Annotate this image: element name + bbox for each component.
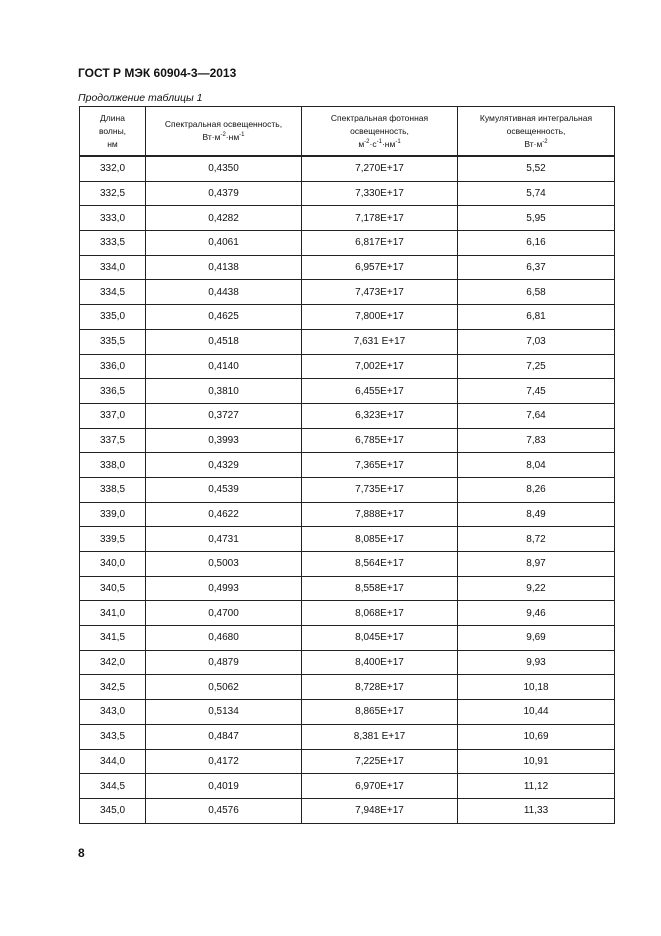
cell-photon-irradiance: 7,800E+17 <box>302 305 458 330</box>
cell-photon-irradiance: 7,888E+17 <box>302 502 458 527</box>
unit-part: ·нм <box>225 132 240 142</box>
cell-photon-irradiance: 8,381 E+17 <box>302 724 458 749</box>
table-row <box>80 700 615 725</box>
header-cumulative-irradiance-line2: освещенность, <box>506 125 566 136</box>
unit-part: ·с <box>369 138 377 149</box>
cell-spectral-irradiance: 0,4622 <box>146 502 302 527</box>
table-row <box>80 552 615 577</box>
table-row <box>80 354 615 379</box>
cell-cumulative-irradiance: 5,95 <box>458 206 615 231</box>
header-spectral-irradiance-unit <box>146 131 301 144</box>
cell-photon-irradiance: 6,957E+17 <box>302 255 458 280</box>
table-row <box>80 403 615 428</box>
cell-cumulative-irradiance: 7,64 <box>458 403 615 428</box>
cell-spectral-irradiance: 0,4438 <box>146 280 302 305</box>
header-wavelength-line1: Длина <box>100 112 125 123</box>
table-row <box>80 280 615 305</box>
cell-wavelength: 337,5 <box>80 428 146 453</box>
cell-photon-irradiance: 8,728E+17 <box>302 675 458 700</box>
cell-spectral-irradiance: 0,5003 <box>146 552 302 577</box>
table-row <box>80 305 615 330</box>
cell-spectral-irradiance: 0,3727 <box>146 403 302 428</box>
header-spectral-irradiance-line1: Спектральная освещенность, <box>164 119 283 129</box>
cell-wavelength: 333,5 <box>80 231 146 256</box>
cell-cumulative-irradiance: 10,44 <box>458 700 615 725</box>
cell-spectral-irradiance: 0,4625 <box>146 305 302 330</box>
cell-cumulative-irradiance: 6,16 <box>458 231 615 256</box>
cell-spectral-irradiance: 0,4879 <box>146 650 302 675</box>
cell-wavelength: 344,0 <box>80 749 146 774</box>
data-table <box>79 106 615 824</box>
cell-spectral-irradiance: 0,4140 <box>146 354 302 379</box>
table-row <box>80 724 615 749</box>
cell-cumulative-irradiance: 7,83 <box>458 428 615 453</box>
cell-photon-irradiance: 6,817E+17 <box>302 231 458 256</box>
cell-cumulative-irradiance: 9,93 <box>458 650 615 675</box>
unit-part: Вт·м <box>524 138 543 149</box>
cell-wavelength: 345,0 <box>80 798 146 823</box>
cell-cumulative-irradiance: 9,69 <box>458 626 615 651</box>
unit-exponent: -2 <box>220 132 226 139</box>
table-header-row <box>80 107 615 157</box>
table-row <box>80 527 615 552</box>
cell-photon-irradiance: 7,631 E+17 <box>302 329 458 354</box>
header-photon-irradiance-unit <box>302 138 457 151</box>
cell-cumulative-irradiance: 7,45 <box>458 379 615 404</box>
cell-photon-irradiance: 7,365E+17 <box>302 453 458 478</box>
cell-wavelength: 340,5 <box>80 576 146 601</box>
cell-cumulative-irradiance: 8,26 <box>458 477 615 502</box>
cell-wavelength: 333,0 <box>80 206 146 231</box>
table-body <box>80 156 615 823</box>
cell-spectral-irradiance: 0,4993 <box>146 576 302 601</box>
cell-photon-irradiance: 7,270E+17 <box>302 156 458 181</box>
table-row <box>80 428 615 453</box>
table-row <box>80 576 615 601</box>
unit-exponent: -2 <box>542 138 548 145</box>
cell-spectral-irradiance: 0,4379 <box>146 181 302 206</box>
cell-wavelength: 341,5 <box>80 626 146 651</box>
cell-spectral-irradiance: 0,5062 <box>146 675 302 700</box>
cell-photon-irradiance: 7,330E+17 <box>302 181 458 206</box>
table-row <box>80 626 615 651</box>
table-row <box>80 477 615 502</box>
cell-photon-irradiance: 8,558E+17 <box>302 576 458 601</box>
unit-exponent: -1 <box>239 132 245 139</box>
cell-spectral-irradiance: 0,5134 <box>146 700 302 725</box>
cell-wavelength: 335,0 <box>80 305 146 330</box>
page-number: 8 <box>78 846 85 860</box>
cell-wavelength: 338,5 <box>80 477 146 502</box>
table-row <box>80 453 615 478</box>
header-wavelength-line2: волны, <box>98 125 127 136</box>
cell-wavelength: 340,0 <box>80 552 146 577</box>
header-wavelength <box>80 107 146 157</box>
cell-cumulative-irradiance: 7,25 <box>458 354 615 379</box>
cell-photon-irradiance: 7,473E+17 <box>302 280 458 305</box>
header-photon-irradiance-line2: освещенность, <box>350 125 409 136</box>
cell-wavelength: 335,5 <box>80 329 146 354</box>
cell-spectral-irradiance: 0,4350 <box>146 156 302 181</box>
cell-cumulative-irradiance: 10,18 <box>458 675 615 700</box>
cell-photon-irradiance: 6,970E+17 <box>302 774 458 799</box>
cell-spectral-irradiance: 0,4329 <box>146 453 302 478</box>
unit-part: м <box>358 138 365 149</box>
cell-wavelength: 342,5 <box>80 675 146 700</box>
cell-wavelength: 344,5 <box>80 774 146 799</box>
cell-cumulative-irradiance: 10,69 <box>458 724 615 749</box>
table-row <box>80 774 615 799</box>
cell-photon-irradiance: 6,455E+17 <box>302 379 458 404</box>
cell-cumulative-irradiance: 10,91 <box>458 749 615 774</box>
cell-spectral-irradiance: 0,4282 <box>146 206 302 231</box>
cell-cumulative-irradiance: 8,49 <box>458 502 615 527</box>
cell-photon-irradiance: 7,002E+17 <box>302 354 458 379</box>
cell-spectral-irradiance: 0,4061 <box>146 231 302 256</box>
cell-wavelength: 343,5 <box>80 724 146 749</box>
cell-wavelength: 336,5 <box>80 379 146 404</box>
table-row <box>80 601 615 626</box>
cell-cumulative-irradiance: 8,04 <box>458 453 615 478</box>
cell-photon-irradiance: 8,865E+17 <box>302 700 458 725</box>
unit-part: Вт·м <box>202 132 221 142</box>
table-row <box>80 206 615 231</box>
unit-exponent: -1 <box>395 138 401 145</box>
header-spectral-irradiance <box>146 107 302 157</box>
cell-cumulative-irradiance: 6,81 <box>458 305 615 330</box>
document-header: ГОСТ Р МЭК 60904-3—2013 <box>78 66 237 80</box>
cell-wavelength: 339,0 <box>80 502 146 527</box>
unit-part: ·нм <box>381 138 396 149</box>
table-row <box>80 379 615 404</box>
header-wavelength-line3: нм <box>107 138 118 149</box>
cell-wavelength: 342,0 <box>80 650 146 675</box>
cell-cumulative-irradiance: 8,97 <box>458 552 615 577</box>
cell-wavelength: 337,0 <box>80 403 146 428</box>
cell-wavelength: 341,0 <box>80 601 146 626</box>
cell-cumulative-irradiance: 5,52 <box>458 156 615 181</box>
table-row <box>80 181 615 206</box>
cell-wavelength: 336,0 <box>80 354 146 379</box>
header-photon-irradiance-line1: Спектральная фотонная <box>330 112 429 123</box>
table-row <box>80 502 615 527</box>
cell-photon-irradiance: 7,948E+17 <box>302 798 458 823</box>
table-row <box>80 675 615 700</box>
cell-photon-irradiance: 8,400E+17 <box>302 650 458 675</box>
cell-wavelength: 332,5 <box>80 181 146 206</box>
cell-cumulative-irradiance: 6,58 <box>458 280 615 305</box>
table-row <box>80 749 615 774</box>
cell-wavelength: 332,0 <box>80 156 146 181</box>
cell-photon-irradiance: 6,323E+17 <box>302 403 458 428</box>
header-photon-irradiance <box>302 107 458 157</box>
header-cumulative-irradiance-line1: Кумулятивная интегральная <box>479 112 593 123</box>
header-cumulative-irradiance <box>458 107 615 157</box>
cell-photon-irradiance: 8,068E+17 <box>302 601 458 626</box>
cell-photon-irradiance: 7,178E+17 <box>302 206 458 231</box>
cell-spectral-irradiance: 0,4539 <box>146 477 302 502</box>
cell-cumulative-irradiance: 5,74 <box>458 181 615 206</box>
cell-cumulative-irradiance: 11,12 <box>458 774 615 799</box>
cell-spectral-irradiance: 0,4576 <box>146 798 302 823</box>
cell-cumulative-irradiance: 8,72 <box>458 527 615 552</box>
unit-exponent: -2 <box>364 138 370 145</box>
cell-wavelength: 339,5 <box>80 527 146 552</box>
cell-spectral-irradiance: 0,4172 <box>146 749 302 774</box>
unit-exponent: -1 <box>376 138 382 145</box>
cell-cumulative-irradiance: 6,37 <box>458 255 615 280</box>
cell-photon-irradiance: 8,085E+17 <box>302 527 458 552</box>
cell-spectral-irradiance: 0,4518 <box>146 329 302 354</box>
cell-cumulative-irradiance: 9,46 <box>458 601 615 626</box>
cell-spectral-irradiance: 0,4700 <box>146 601 302 626</box>
cell-spectral-irradiance: 0,4680 <box>146 626 302 651</box>
cell-spectral-irradiance: 0,4019 <box>146 774 302 799</box>
cell-photon-irradiance: 8,564E+17 <box>302 552 458 577</box>
cell-spectral-irradiance: 0,4731 <box>146 527 302 552</box>
cell-wavelength: 334,0 <box>80 255 146 280</box>
cell-wavelength: 334,5 <box>80 280 146 305</box>
cell-spectral-irradiance: 0,3810 <box>146 379 302 404</box>
cell-spectral-irradiance: 0,3993 <box>146 428 302 453</box>
cell-cumulative-irradiance: 7,03 <box>458 329 615 354</box>
cell-photon-irradiance: 8,045E+17 <box>302 626 458 651</box>
cell-spectral-irradiance: 0,4138 <box>146 255 302 280</box>
cell-photon-irradiance: 6,785E+17 <box>302 428 458 453</box>
cell-spectral-irradiance: 0,4847 <box>146 724 302 749</box>
table-row <box>80 798 615 823</box>
table-caption: Продолжение таблицы 1 <box>78 92 203 104</box>
header-cumulative-irradiance-unit <box>458 138 614 151</box>
table-row <box>80 329 615 354</box>
table-row <box>80 156 615 181</box>
cell-cumulative-irradiance: 9,22 <box>458 576 615 601</box>
cell-photon-irradiance: 7,735E+17 <box>302 477 458 502</box>
cell-cumulative-irradiance: 11,33 <box>458 798 615 823</box>
cell-wavelength: 343,0 <box>80 700 146 725</box>
table-row <box>80 255 615 280</box>
table-row <box>80 231 615 256</box>
cell-photon-irradiance: 7,225E+17 <box>302 749 458 774</box>
cell-wavelength: 338,0 <box>80 453 146 478</box>
table-row <box>80 650 615 675</box>
